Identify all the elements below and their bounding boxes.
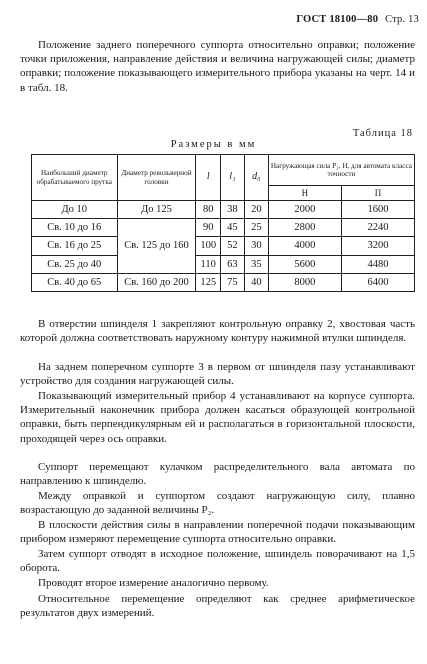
cell-force-n: 2800 xyxy=(268,219,341,237)
body-paragraph-9: Относительное перемещение определяют как среднее арифметическое результатов двух измерений. xyxy=(20,593,415,620)
intro-paragraph: Положение заднего поперечного суппорта относительно оправки; положение точки приложения, направление действия и величина нагружающей силы; диаметр оправки; положение показывающего измерительного прибора указаны на черт. 14 и в табл. 18. xyxy=(20,39,415,94)
cell-l: 100 xyxy=(196,237,221,255)
cell-l: 80 xyxy=(196,201,221,219)
cell-d0: 25 xyxy=(244,219,268,237)
body-paragraph-4: Суппорт перемещают кулачком распределительного вала автомата по направлению к шпинделю. xyxy=(20,461,415,488)
body-paragraph-6: В плоскости действия силы в направлении поперечной подачи показывающим прибором измеряют перемещение суппорта относительно оправки. xyxy=(20,519,415,546)
cell-l1: 45 xyxy=(220,219,244,237)
header-l: l xyxy=(196,155,221,201)
body-paragraph-5: Между оправкой и суппортом создают нагружающую силу, плавно возрастающую до заданной величины P₂. xyxy=(20,490,415,517)
table-header-row xyxy=(32,155,415,186)
header-bar-diameter: Наибольший диаметр обрабатываемого прутка xyxy=(32,155,118,201)
cell-d0: 20 xyxy=(244,201,268,219)
body-paragraph-3: Показывающий измерительный прибор 4 устанавливают на корпусе суппорта. Измерительный наконечник прибора должен касаться образующей контрольной оправки, быть перпендикулярным ей и располагаться в горизонтальной плоскости, проходящей через ось оправки. xyxy=(20,390,415,445)
cell-force-n: 5600 xyxy=(268,255,341,273)
table-units: Размеры в мм xyxy=(170,139,257,150)
cell-d0: 40 xyxy=(244,273,268,291)
header-class-p: П xyxy=(341,186,414,201)
body-paragraph-1: В отверстии шпинделя 1 закрепляют контрольную оправку 2, хвостовая часть которой должна соответствовать наружному контуру нажимной втулки шпинделя. xyxy=(20,318,415,345)
cell-l1: 63 xyxy=(220,255,244,273)
cell-bar: Св. 16 до 25 xyxy=(32,237,118,255)
cell-force-n: 2000 xyxy=(268,201,341,219)
cell-force-p: 3200 xyxy=(341,237,414,255)
cell-head: До 125 xyxy=(117,201,196,219)
table-row xyxy=(32,201,415,219)
table-18 xyxy=(31,154,415,292)
page-number: Стр. 13 xyxy=(385,14,419,25)
cell-l: 90 xyxy=(196,219,221,237)
cell-l1: 75 xyxy=(220,273,244,291)
cell-l1: 38 xyxy=(220,201,244,219)
table-number: Таблица 18 xyxy=(352,128,413,139)
cell-bar: Св. 40 до 65 xyxy=(32,273,118,291)
cell-bar: Св. 10 до 16 xyxy=(32,219,118,237)
header-force: Нагружающая сила P₂, Н, для автомата класса точности xyxy=(268,155,414,186)
cell-force-p: 1600 xyxy=(341,201,414,219)
cell-force-n: 4000 xyxy=(268,237,341,255)
cell-d0: 35 xyxy=(244,255,268,273)
cell-d0: 30 xyxy=(244,237,268,255)
page-header xyxy=(296,14,419,25)
standard-code: ГОСТ 18100—80 xyxy=(296,14,379,25)
cell-force-n: 8000 xyxy=(268,273,341,291)
cell-force-p: 2240 xyxy=(341,219,414,237)
header-d0: d₀ xyxy=(244,155,268,201)
cell-l1: 52 xyxy=(220,237,244,255)
cell-l: 110 xyxy=(196,255,221,273)
header-l1: l₁ xyxy=(220,155,244,201)
table-row xyxy=(32,255,415,273)
table-row xyxy=(32,219,415,237)
table-row xyxy=(32,273,415,291)
header-turret-diameter: Диаметр револьверной головки xyxy=(117,155,196,201)
body-paragraph-8: Проводят второе измерение аналогично первому. xyxy=(38,577,269,589)
cell-head: Св. 160 до 200 xyxy=(117,273,196,291)
body-paragraph-2: На заднем поперечном суппорте 3 в первом от шпинделя пазу устанавливают устройство для создания нагружающей силы. xyxy=(20,361,415,388)
cell-bar: Св. 25 до 40 xyxy=(32,255,118,273)
table-row xyxy=(32,237,415,255)
cell-bar: До 10 xyxy=(32,201,118,219)
header-class-n: Н xyxy=(268,186,341,201)
cell-l: 125 xyxy=(196,273,221,291)
body-paragraph-7: Затем суппорт отводят в исходное положение, шпиндель поворачивают на 1,5 оборота. xyxy=(20,548,415,575)
cell-force-p: 6400 xyxy=(341,273,414,291)
cell-force-p: 4480 xyxy=(341,255,414,273)
cell-head: Св. 125 до 160 xyxy=(117,219,196,274)
